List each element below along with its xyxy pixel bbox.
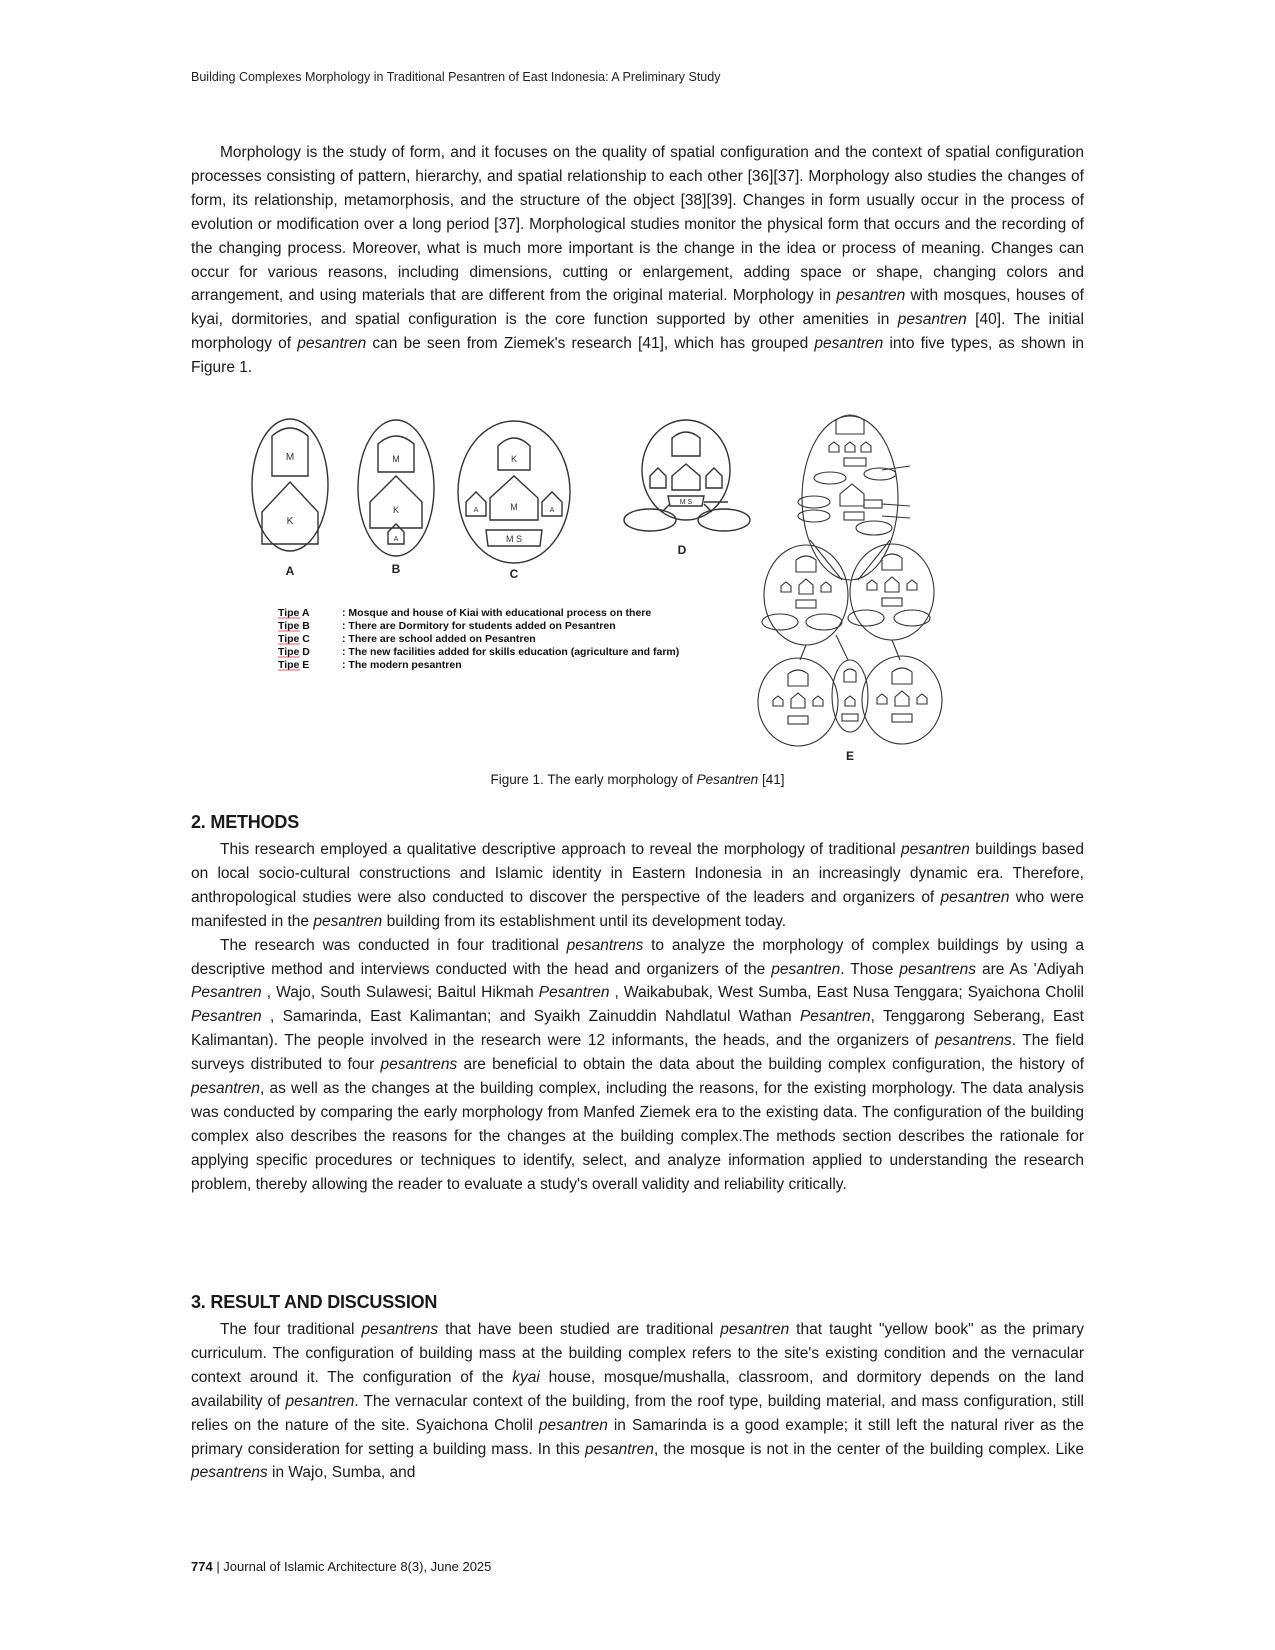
caption-italic: Pesantren bbox=[696, 772, 759, 787]
italic-term: pesantren bbox=[900, 841, 970, 858]
text-run: , Waikabubak, West Sumba, East Nusa Tenggara; Syaichona Cholil bbox=[609, 984, 1085, 1002]
methods-paragraph-2 bbox=[191, 934, 1084, 1197]
type-a-diagram bbox=[252, 419, 328, 578]
legend-desc: : There are Dormitory for students added on Pesantren bbox=[342, 620, 616, 632]
caption-ref: [41] bbox=[758, 772, 785, 787]
type-d-diagram bbox=[624, 420, 750, 557]
intro-section bbox=[191, 141, 1084, 380]
italic-term: pesantren bbox=[313, 912, 383, 930]
text-run: can be seen from Ziemek's research [41], which has grouped bbox=[366, 335, 815, 353]
italic-term: Pesantren bbox=[538, 984, 610, 1002]
italic-term: pesantrens bbox=[380, 1056, 458, 1074]
result-section bbox=[191, 1318, 1084, 1485]
text-run: , the mosque is not in the center of the building complex. Like bbox=[653, 1440, 1084, 1458]
dorm-mark: A bbox=[393, 536, 399, 543]
text-run: into five types, as shown in Figure 1. bbox=[191, 335, 1085, 377]
type-e-diagram bbox=[758, 415, 942, 763]
text-run: [40]. The initial morphology of bbox=[191, 311, 1084, 353]
house-mark: K bbox=[510, 454, 518, 464]
italic-term: pesantren bbox=[814, 335, 884, 353]
legend-desc: : There are school added on Pesantren bbox=[342, 633, 536, 645]
page-footer bbox=[191, 1559, 491, 1574]
page-number: 774 bbox=[191, 1559, 213, 1574]
dorm-mark: A bbox=[473, 507, 479, 514]
italic-term: Pesantren bbox=[799, 1008, 871, 1026]
text-run: building from its establishment until its development today. bbox=[382, 912, 787, 930]
journal-citation: | Journal of Islamic Architecture 8(3), June 2025 bbox=[212, 1559, 492, 1574]
intro-paragraph bbox=[191, 141, 1084, 380]
italic-term: pesantren bbox=[191, 1080, 260, 1098]
legend-key: Tipe A bbox=[278, 607, 310, 619]
text-run: , Wajo, South Sulawesi; Baitul Hikmah bbox=[261, 984, 539, 1002]
text-run: This research employed a qualitative descriptive approach to reveal the morphology of traditional bbox=[220, 841, 901, 858]
running-header: Building Complexes Morphology in Traditional Pesantren of East Indonesia: A Preliminary Study bbox=[191, 70, 721, 84]
italic-term: pesantren bbox=[285, 1392, 355, 1410]
figure-1 bbox=[250, 420, 995, 763]
italic-term: pesantrens bbox=[935, 1032, 1012, 1050]
result-heading-wrap bbox=[191, 1292, 1084, 1313]
italic-term: Pesantren bbox=[191, 1008, 262, 1026]
text-run: , Samarinda, East Kalimantan; and Syaikh Zainuddin Nahdlatul Wathan bbox=[261, 1008, 800, 1026]
text-run: in Samarinda is a good example; it still left the natural river as the primary consideration for setting a building mass. In this bbox=[191, 1416, 1084, 1458]
dorm-mark: A bbox=[549, 507, 555, 514]
italic-term: pesantrens bbox=[899, 960, 977, 978]
legend-desc: : The modern pesantren bbox=[342, 659, 462, 671]
methods-section bbox=[191, 838, 1084, 1197]
text-run: are beneficial to obtain the data about the building complex configuration, the history of bbox=[457, 1056, 1084, 1074]
legend-key: Tipe C bbox=[278, 633, 310, 645]
text-run: The four traditional bbox=[220, 1321, 362, 1338]
italic-term: kyai bbox=[512, 1368, 540, 1386]
italic-term: pesantren bbox=[538, 1416, 608, 1434]
italic-term: pesantrens bbox=[566, 936, 644, 954]
result-paragraph-1 bbox=[191, 1318, 1084, 1485]
text-run: . Those bbox=[840, 960, 900, 978]
text-run: that have been studied are traditional bbox=[438, 1321, 721, 1338]
text-run: are As 'Adiyah bbox=[976, 960, 1084, 978]
legend-desc: : Mosque and house of Kiai with educational process on there bbox=[342, 607, 652, 619]
italic-term: pesantren bbox=[585, 1440, 654, 1458]
text-run: in Wajo, Sumba, and bbox=[267, 1464, 416, 1482]
italic-term: pesantren bbox=[940, 888, 1010, 906]
mosque-mark: M bbox=[285, 452, 295, 463]
text-run: The research was conducted in four traditional bbox=[220, 936, 567, 954]
italic-term: pesantren bbox=[836, 287, 906, 305]
type-c-diagram bbox=[458, 421, 570, 581]
italic-term: pesantren bbox=[771, 960, 841, 978]
school-mark: M S bbox=[505, 534, 523, 544]
type-label-e: E bbox=[845, 749, 855, 763]
caption-text: Figure 1. The early morphology of bbox=[490, 772, 697, 787]
type-label-a: A bbox=[285, 564, 295, 578]
text-run: to analyze the morphology of complex buildings by using a descriptive method and interviews conducted with the head and organizers of the bbox=[191, 936, 1084, 978]
mosque-mark: M bbox=[510, 502, 518, 512]
text-run: that taught "yellow book" as the primary curriculum. The configuration of building mass at the building complex refers to the site's existing condition and the vernacular context around it. The configuration of the bbox=[191, 1321, 1085, 1386]
morphology-diagram bbox=[250, 420, 995, 763]
italic-term: pesantren bbox=[297, 335, 367, 353]
type-label-d: D bbox=[677, 543, 687, 557]
legend-key: Tipe B bbox=[278, 620, 310, 632]
methods-paragraph-1 bbox=[191, 838, 1084, 934]
text-run: . The vernacular context of the building, from the roof type, building material, and mass configuration, still relies on the nature of the site. Syaichona Cholil bbox=[191, 1392, 1085, 1434]
legend-key: Tipe E bbox=[278, 659, 310, 671]
italic-term: pesantren bbox=[897, 311, 967, 329]
italic-term: Pesantren bbox=[191, 984, 262, 1002]
result-heading: 3. RESULT AND DISCUSSION bbox=[191, 1292, 438, 1312]
text-run: house, mosque/mushalla, classroom, and dormitory depends on the land availability of bbox=[191, 1368, 1084, 1410]
text-run: who were manifested in the bbox=[191, 888, 1084, 930]
text-run: Morphology is the study of form, and it focuses on the quality of spatial configuration and the context of spatial configuration processes consisting of pattern, hierarchy, and spatial relationship to each other [36][37]. Morphology also studies the changes of form, its relationship, metamorphosis, and the structure of the object [38][39]. Changes in form usually occur in the process of evolution or modification over a long period [37]. Morphological studies monitor the physical form that occurs and the recording of the changing process. Moreover, what is much more important is the change in the idea or process of meaning. Changes can occur for various reasons, including dimensions, cutting or enlargement, adding space or shape, changing colors and arrangement, and using materials that are different from the original material. Morphology in bbox=[191, 144, 1084, 305]
italic-term: pesantren bbox=[720, 1321, 790, 1338]
legend-key: Tipe D bbox=[278, 646, 310, 658]
house-mark: K bbox=[392, 505, 400, 515]
type-b-diagram bbox=[358, 420, 434, 576]
school-mark: M S bbox=[679, 499, 693, 506]
text-run: . The field surveys distributed to four bbox=[191, 1032, 1084, 1074]
methods-heading: 2. METHODS bbox=[191, 812, 300, 832]
mosque-mark: M bbox=[392, 454, 400, 464]
figure-legend bbox=[278, 607, 679, 671]
type-label-c: C bbox=[509, 567, 519, 581]
legend-desc: : The new facilities added for skills education (agriculture and farm) bbox=[342, 646, 680, 658]
text-run: , as well as the changes at the building complex, including the reasons, for the existing morphology. The data analysis was conducted by comparing the early morphology from Manfed Ziemek era to the existing data. The configuration of the building complex also describes the reasons for the changes at the building complex.The methods section describes the rationale for applying specific procedures or techniques to identify, select, and analyze information applied to understanding the research problem, thereby allowing the reader to evaluate a study's overall validity and reliability critically. bbox=[191, 1080, 1084, 1193]
italic-term: pesantrens bbox=[191, 1464, 268, 1482]
italic-term: pesantrens bbox=[361, 1321, 439, 1338]
text-run: buildings based on local socio-cultural constructions and Islamic identity in Eastern Indonesia in an increasingly dynamic era. Therefore, anthropological studies were also conducted to discover the perspective of the leaders and organizers of bbox=[191, 841, 1085, 906]
text-run: , Tenggarong Seberang, East Kalimantan). The people involved in the research were 12 informants, the heads, and the organizers of bbox=[191, 1008, 1084, 1050]
type-label-b: B bbox=[391, 562, 401, 576]
methods-heading-wrap bbox=[191, 812, 1084, 833]
text-run: with mosques, houses of kyai, dormitories, and spatial configuration is the core function supported by other amenities in bbox=[191, 287, 1084, 329]
house-mark: K bbox=[286, 516, 294, 527]
figure-caption bbox=[0, 772, 1275, 787]
